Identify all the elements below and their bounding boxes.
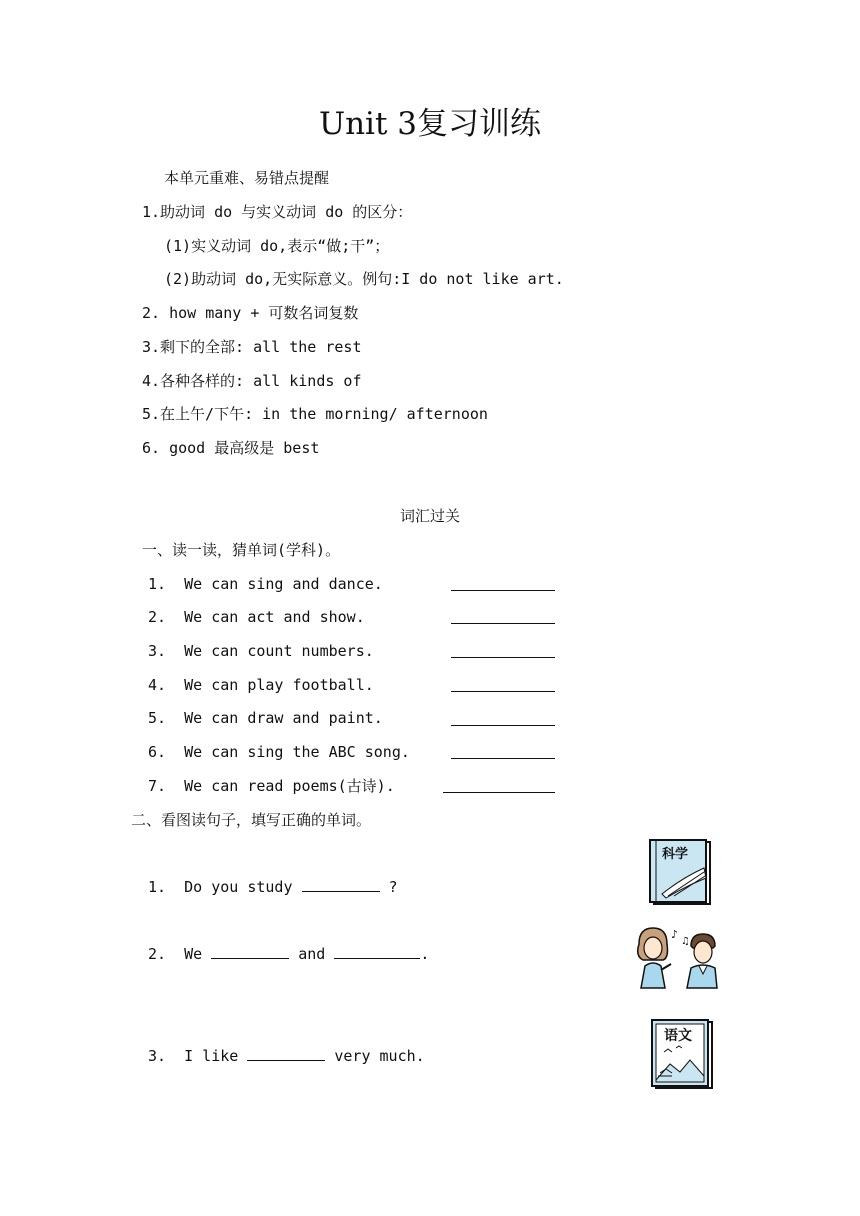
section1-title: 一、读一读，猜单词(学科)。 <box>142 541 341 559</box>
chinese-book-icon <box>650 1018 716 1092</box>
review-point-4: 4.各种各样的: all kinds of <box>142 372 362 390</box>
answer-blank[interactable] <box>451 725 555 726</box>
question-text: very much. <box>325 1047 425 1065</box>
review-point-5: 5.在上午/下午: in the morning/ afternoon <box>142 405 488 423</box>
question-text: 2. We <box>148 945 212 963</box>
review-point-1a: (1)实义动词 do,表示“做;干”； <box>164 237 390 255</box>
question-text: . <box>420 945 430 963</box>
review-point-6: 6. good 最高级是 best <box>142 439 320 457</box>
question-text: 3. I like <box>148 1047 248 1065</box>
answer-blank[interactable] <box>334 944 420 959</box>
vocab-heading: 词汇过关 <box>399 507 460 525</box>
section2-question-1 <box>148 877 398 897</box>
section1-item: 1. We can sing and dance. <box>148 575 383 593</box>
answer-blank[interactable] <box>451 623 555 624</box>
answer-blank[interactable] <box>302 877 380 892</box>
answer-blank[interactable] <box>451 691 555 692</box>
singing-people-icon <box>633 926 719 992</box>
science-book-icon <box>648 838 714 908</box>
review-point-2: 2. how many + 可数名词复数 <box>142 304 359 322</box>
book-label: 语文 <box>664 1028 692 1044</box>
answer-blank[interactable] <box>451 758 555 759</box>
question-text: ? <box>379 878 398 896</box>
svg-text:♪: ♪ <box>671 928 679 941</box>
section1-item: 6. We can sing the ABC song. <box>148 743 410 761</box>
section1-item: 4. We can play football. <box>148 676 374 694</box>
section1-item: 3. We can count numbers. <box>148 642 374 660</box>
section1-item: 2. We can act and show. <box>148 608 365 626</box>
review-heading: 本单元重难、易错点提醒 <box>164 169 330 187</box>
answer-blank[interactable] <box>451 590 555 591</box>
question-text: and <box>289 945 335 963</box>
review-point-1b: (2)助动词 do,无实际意义。例句:I do not like art. <box>164 270 564 288</box>
svg-text:♫: ♫ <box>681 936 690 947</box>
section1-item: 5. We can draw and paint. <box>148 709 383 727</box>
answer-blank[interactable] <box>443 792 555 793</box>
section2-question-3 <box>148 1046 425 1066</box>
answer-blank[interactable] <box>451 657 555 658</box>
review-point-3: 3.剩下的全部: all the rest <box>142 338 362 356</box>
answer-blank[interactable] <box>211 944 289 959</box>
section2-question-2 <box>148 944 429 964</box>
question-text: 1. Do you study <box>148 878 302 896</box>
page-title: Unit 3复习训练 <box>318 106 542 142</box>
review-point-1: 1.助动词 do 与实义动词 do 的区分： <box>142 203 413 221</box>
section2-title: 二、看图读句子，填写正确的单词。 <box>131 811 372 829</box>
section1-item: 7. We can read poems(古诗). <box>148 777 395 795</box>
book-label: 科学 <box>662 847 689 862</box>
answer-blank[interactable] <box>247 1046 325 1061</box>
